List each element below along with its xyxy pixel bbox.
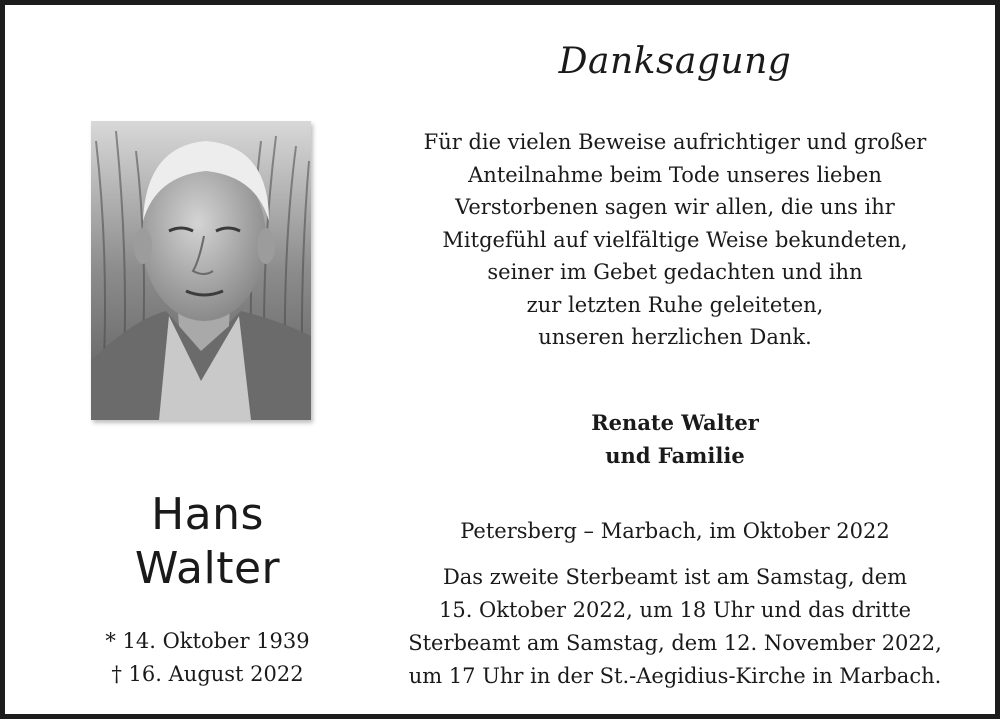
message-line: Mitgefühl auf vielfältige Weise bekundeten, bbox=[442, 227, 908, 252]
first-name: Hans bbox=[151, 489, 264, 540]
message-line: Verstorbenen sagen wir allen, die uns ihr bbox=[455, 195, 895, 219]
service-notice bbox=[390, 561, 960, 693]
deceased-name bbox=[80, 488, 335, 596]
thanks-message bbox=[390, 126, 960, 354]
notice-line: 15. Oktober 2022, um 18 Uhr und das dritte bbox=[438, 598, 911, 622]
page-title: Danksagung bbox=[558, 41, 792, 82]
notice-line: Das zweite Sterbeamt ist am Samstag, dem bbox=[442, 565, 908, 589]
signature-line: Renate Walter bbox=[591, 410, 759, 435]
birth-date: * 14. Oktober 1939 bbox=[105, 629, 310, 653]
message-line: unseren herzlichen Dank. bbox=[538, 325, 812, 349]
life-dates bbox=[80, 625, 335, 691]
portrait-photo bbox=[91, 121, 311, 420]
message-line: seiner im Gebet gedachten und ihn bbox=[487, 260, 863, 284]
death-date: † 16. August 2022 bbox=[111, 662, 304, 686]
signature bbox=[485, 406, 865, 472]
last-name: Walter bbox=[134, 543, 281, 594]
place-date: Petersberg – Marbach, im Oktober 2022 bbox=[460, 519, 890, 543]
message-line: Anteilnahme beim Tode unseres lieben bbox=[468, 162, 882, 187]
notice-line: um 17 Uhr in der St.-Aegidius-Kirche in Marbach. bbox=[408, 664, 942, 688]
message-line: zur letzten Ruhe geleiteten, bbox=[526, 292, 824, 317]
notice-line: Sterbeamt am Samstag, dem 12. November 2022, bbox=[408, 631, 942, 655]
message-line: Für die vielen Beweise aufrichtiger und großer bbox=[423, 130, 927, 154]
signature-line: und Familie bbox=[605, 443, 745, 468]
portrait-icon bbox=[91, 121, 311, 420]
